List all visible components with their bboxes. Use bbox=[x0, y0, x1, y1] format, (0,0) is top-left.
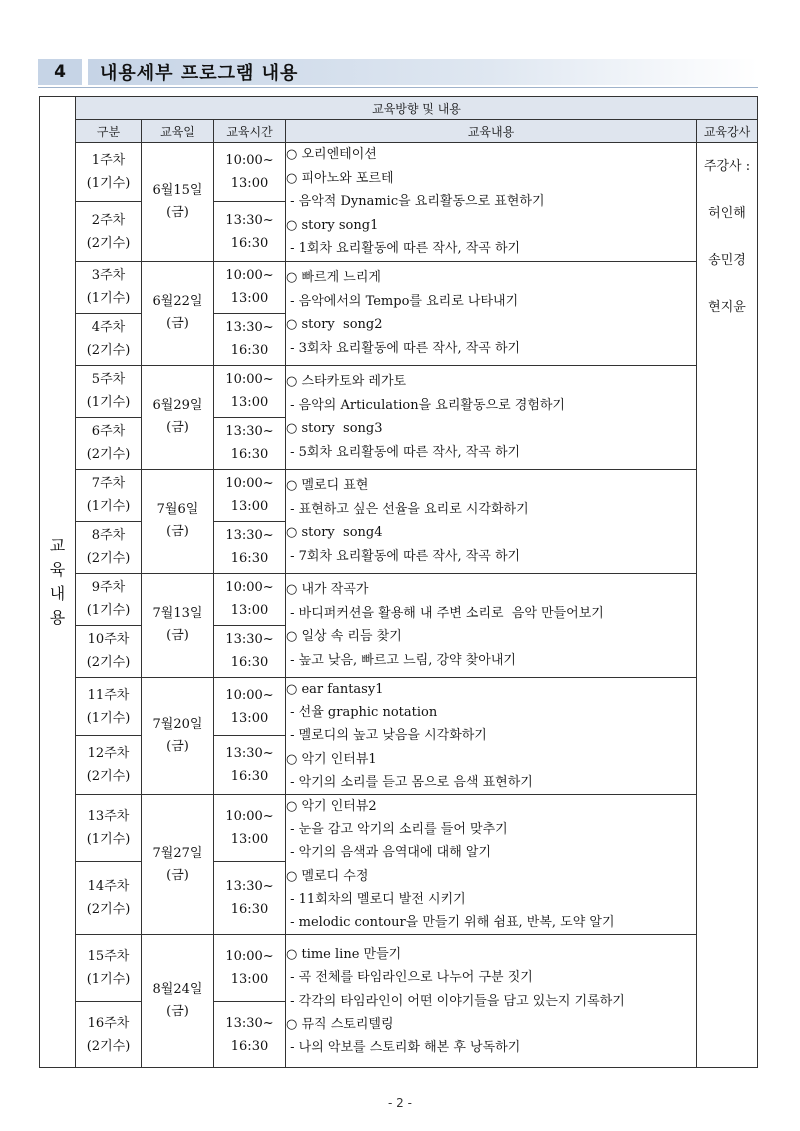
content-cell bbox=[286, 469, 697, 573]
week-cell bbox=[76, 1002, 142, 1068]
content-line: ○ story song1 bbox=[286, 217, 379, 233]
week-label: 3주차 bbox=[91, 268, 126, 284]
time-label: 10:00~ bbox=[225, 153, 274, 169]
date-cell bbox=[142, 365, 214, 469]
table-row bbox=[40, 573, 758, 625]
week-label: (1기수) bbox=[86, 972, 131, 988]
date-label: 6월29일 bbox=[152, 398, 203, 414]
time-label: 10:00~ bbox=[225, 949, 274, 965]
week-label: 9주차 bbox=[91, 580, 126, 596]
content-line: - 음악에서의 Tempo를 요리로 나타내기 bbox=[286, 293, 519, 309]
time-cell bbox=[214, 794, 286, 861]
time-label: 13:00 bbox=[230, 603, 269, 619]
week-label: (2기수) bbox=[86, 769, 131, 785]
date-label: 7월27일 bbox=[152, 845, 203, 861]
week-label: 7주차 bbox=[91, 476, 126, 492]
content-line: - 11회차의 멜로디 발전 시키기 bbox=[286, 891, 466, 907]
week-label: (2기수) bbox=[86, 655, 131, 671]
date-label: 6월15일 bbox=[152, 182, 203, 198]
date-label: 7월13일 bbox=[152, 606, 203, 622]
content-line: - 눈을 감고 악기의 소리를 들어 맞추기 bbox=[286, 822, 508, 838]
week-cell bbox=[76, 677, 142, 736]
week-label: 14주차 bbox=[87, 879, 130, 895]
date-label: (금) bbox=[166, 1004, 189, 1020]
content-line: - melodic contour을 만들기 위해 쉼표, 반복, 도약 알기 bbox=[286, 915, 615, 930]
side-label-char: 내 bbox=[49, 584, 66, 604]
time-label: 13:30~ bbox=[225, 212, 274, 228]
time-cell bbox=[214, 1002, 286, 1068]
content-line: ○ 일상 속 리듬 찾기 bbox=[286, 629, 402, 645]
content-line: - 멜로디의 높고 낮음을 시각화하기 bbox=[286, 728, 487, 744]
week-cell bbox=[76, 736, 142, 795]
content-cell bbox=[286, 143, 697, 262]
content-line: - 1회차 요리활동에 따른 작사, 작곡 하기 bbox=[286, 241, 521, 257]
time-cell bbox=[214, 202, 286, 261]
content-line: - 선율 graphic notation bbox=[286, 705, 438, 721]
page-number: - 2 - bbox=[388, 1096, 412, 1110]
col-header-week: 구분 bbox=[76, 120, 142, 143]
content-line: ○ 피아노와 포르테 bbox=[286, 170, 394, 186]
content-line: - 음악의 Articulation을 요리활동으로 경험하기 bbox=[286, 397, 565, 413]
section-number: 4 bbox=[38, 59, 82, 85]
week-label: (2기수) bbox=[86, 1038, 131, 1054]
week-label: 2주차 bbox=[91, 212, 126, 228]
content-line: - 7회차 요리활동에 따른 작사, 작곡 하기 bbox=[286, 549, 521, 565]
content-line: ○ ear fantasy1 bbox=[286, 681, 384, 697]
content-line: - 나의 악보를 스토리화 해본 후 낭독하기 bbox=[286, 1040, 521, 1055]
week-label: (1기수) bbox=[86, 710, 131, 726]
time-cell bbox=[214, 677, 286, 736]
table-row bbox=[40, 677, 758, 736]
time-label: 16:30 bbox=[230, 551, 269, 567]
date-cell bbox=[142, 794, 214, 934]
time-label: 16:30 bbox=[230, 235, 269, 251]
time-label: 10:00~ bbox=[225, 809, 274, 824]
top-header: 교육방향 및 내용 bbox=[76, 97, 758, 120]
date-label: (금) bbox=[166, 316, 189, 332]
week-label: 5주차 bbox=[91, 372, 126, 388]
section-underline bbox=[38, 87, 758, 88]
date-cell bbox=[142, 935, 214, 1068]
time-label: 16:30 bbox=[230, 655, 269, 671]
week-label: (1기수) bbox=[86, 603, 131, 619]
date-label: 6월22일 bbox=[152, 294, 203, 310]
content-line: ○ 스타카토와 레가토 bbox=[286, 374, 407, 390]
time-label: 16:30 bbox=[230, 343, 269, 359]
table-row bbox=[40, 469, 758, 521]
side-label bbox=[40, 97, 76, 1068]
time-label: 13:00 bbox=[230, 972, 269, 988]
time-cell bbox=[214, 736, 286, 795]
week-cell bbox=[76, 625, 142, 677]
time-label: 13:00 bbox=[230, 710, 269, 726]
time-label: 16:30 bbox=[230, 447, 269, 463]
side-label-char: 용 bbox=[49, 608, 66, 628]
teacher-name: 허인해 bbox=[708, 206, 746, 221]
content-cell bbox=[286, 573, 697, 677]
time-label: 13:00 bbox=[230, 832, 269, 847]
week-cell bbox=[76, 202, 142, 261]
week-cell bbox=[76, 521, 142, 573]
side-label-char: 교 bbox=[49, 536, 66, 556]
time-label: 13:30~ bbox=[225, 1015, 274, 1031]
content-line: ○ 멜로디 수정 bbox=[286, 868, 369, 884]
time-label: 16:30 bbox=[230, 1038, 269, 1054]
content-line: - 곡 전체를 타임라인으로 나누어 구분 짓기 bbox=[286, 970, 533, 986]
teacher-name: 현지윤 bbox=[708, 300, 746, 315]
table-row bbox=[40, 143, 758, 202]
time-label: 13:00 bbox=[230, 395, 269, 411]
week-cell bbox=[76, 143, 142, 202]
content-line: ○ story song4 bbox=[286, 525, 383, 541]
content-line: ○ story song2 bbox=[286, 317, 383, 333]
col-header-date: 교육일 bbox=[142, 120, 214, 143]
section-title: 내용세부 프로그램 내용 bbox=[88, 59, 758, 85]
content-line: ○ 빠르게 느리게 bbox=[286, 270, 381, 286]
week-label: 15주차 bbox=[87, 949, 130, 965]
time-label: 10:00~ bbox=[225, 268, 274, 284]
week-label: 6주차 bbox=[91, 424, 126, 440]
time-cell bbox=[214, 261, 286, 313]
week-label: (1기수) bbox=[86, 176, 131, 192]
teacher-name: 송민경 bbox=[708, 253, 746, 268]
content-line: - 3회차 요리활동에 따른 작사, 작곡 하기 bbox=[286, 341, 521, 357]
week-label: 16주차 bbox=[87, 1015, 130, 1031]
week-label: 8주차 bbox=[91, 528, 126, 544]
week-label: (2기수) bbox=[86, 551, 131, 567]
date-label: (금) bbox=[166, 867, 189, 883]
week-label: (1기수) bbox=[86, 395, 131, 411]
content-line: ○ time line 만들기 bbox=[286, 947, 402, 963]
content-cell bbox=[286, 935, 697, 1068]
content-cell bbox=[286, 677, 697, 794]
week-cell bbox=[76, 469, 142, 521]
content-cell bbox=[286, 261, 697, 365]
date-cell bbox=[142, 677, 214, 794]
time-cell bbox=[214, 862, 286, 935]
program-table bbox=[39, 96, 758, 1068]
section-header bbox=[38, 59, 758, 85]
content-cell bbox=[286, 794, 697, 934]
date-label: 7월20일 bbox=[152, 716, 203, 732]
week-cell bbox=[76, 862, 142, 935]
week-label: 10주차 bbox=[87, 632, 130, 648]
teacher-cell bbox=[697, 143, 758, 1068]
date-cell bbox=[142, 143, 214, 262]
content-line: - 악기의 음색과 음역대에 대해 알기 bbox=[286, 845, 491, 861]
time-label: 13:30~ bbox=[225, 424, 274, 440]
time-label: 13:00 bbox=[230, 176, 269, 192]
date-label: (금) bbox=[166, 628, 189, 644]
time-label: 10:00~ bbox=[225, 372, 274, 388]
week-label: (2기수) bbox=[86, 343, 131, 359]
teacher-name: 주강사 : bbox=[703, 159, 751, 174]
header-row-top bbox=[40, 97, 758, 120]
time-cell bbox=[214, 573, 286, 625]
time-cell bbox=[214, 365, 286, 417]
time-label: 10:00~ bbox=[225, 580, 274, 596]
content-line: - 표현하고 싶은 선율을 요리로 시각화하기 bbox=[286, 501, 529, 517]
content-line: ○ 뮤직 스토리텔링 bbox=[286, 1016, 394, 1032]
time-label: 13:30~ bbox=[225, 879, 274, 895]
content-line: - 음악적 Dynamic을 요리활동으로 표현하기 bbox=[286, 194, 545, 210]
week-label: (1기수) bbox=[86, 291, 131, 307]
date-label: (금) bbox=[166, 420, 189, 436]
table-row bbox=[40, 794, 758, 861]
week-cell bbox=[76, 417, 142, 469]
col-header-teacher: 교육강사 bbox=[697, 120, 758, 143]
content-line: ○ story song3 bbox=[286, 421, 383, 437]
time-cell bbox=[214, 935, 286, 1002]
time-cell bbox=[214, 469, 286, 521]
week-label: 1주차 bbox=[91, 153, 126, 169]
content-line: - 높고 낮음, 빠르고 느림, 강약 찾아내기 bbox=[286, 653, 516, 669]
content-line: - 5회차 요리활동에 따른 작사, 작곡 하기 bbox=[286, 445, 521, 461]
date-label: (금) bbox=[166, 738, 189, 754]
content-cell bbox=[286, 365, 697, 469]
table-row bbox=[40, 261, 758, 313]
date-label: 7월6일 bbox=[156, 502, 199, 518]
week-cell bbox=[76, 365, 142, 417]
time-cell bbox=[214, 521, 286, 573]
week-label: 11주차 bbox=[87, 687, 130, 703]
week-cell bbox=[76, 794, 142, 861]
content-line: ○ 오리엔테이션 bbox=[286, 147, 377, 162]
time-label: 13:30~ bbox=[225, 320, 274, 336]
date-cell bbox=[142, 469, 214, 573]
table-row bbox=[40, 935, 758, 1002]
content-line: - 바디퍼커션을 활용해 내 주변 소리로 음악 만들어보기 bbox=[286, 605, 604, 621]
week-label: 12주차 bbox=[87, 746, 130, 762]
col-header-content: 교육내용 bbox=[286, 120, 697, 143]
date-cell bbox=[142, 261, 214, 365]
side-label-char: 육 bbox=[49, 560, 66, 580]
week-label: (1기수) bbox=[86, 499, 131, 515]
week-label: 13주차 bbox=[87, 809, 130, 824]
time-label: 13:00 bbox=[230, 499, 269, 515]
time-label: 13:00 bbox=[230, 291, 269, 307]
week-cell bbox=[76, 573, 142, 625]
time-cell bbox=[214, 143, 286, 202]
time-cell bbox=[214, 625, 286, 677]
time-label: 10:00~ bbox=[225, 476, 274, 492]
content-line: ○ 내가 작곡가 bbox=[286, 582, 369, 598]
week-label: (2기수) bbox=[86, 447, 131, 463]
week-cell bbox=[76, 261, 142, 313]
date-cell bbox=[142, 573, 214, 677]
time-label: 13:30~ bbox=[225, 528, 274, 544]
date-label: (금) bbox=[166, 204, 189, 220]
week-label: (1기수) bbox=[86, 832, 131, 847]
week-label: (2기수) bbox=[86, 902, 131, 918]
content-line: - 악기의 소리를 듣고 몸으로 음색 표현하기 bbox=[286, 774, 533, 790]
time-label: 10:00~ bbox=[225, 687, 274, 703]
content-line: ○ 악기 인터뷰1 bbox=[286, 751, 377, 767]
time-cell bbox=[214, 313, 286, 365]
content-line: ○ 멜로디 표현 bbox=[286, 478, 369, 494]
table-row bbox=[40, 365, 758, 417]
week-label: 4주차 bbox=[91, 320, 126, 336]
week-label: (2기수) bbox=[86, 235, 131, 251]
time-label: 13:30~ bbox=[225, 746, 274, 762]
col-header-time: 교육시간 bbox=[214, 120, 286, 143]
date-label: 8월24일 bbox=[152, 982, 203, 998]
content-line: - 각각의 타임라인이 어떤 이야기들을 담고 있는지 기록하기 bbox=[286, 993, 625, 1009]
week-cell bbox=[76, 935, 142, 1002]
time-label: 13:30~ bbox=[225, 632, 274, 648]
header-row-columns bbox=[40, 120, 758, 143]
content-line: ○ 악기 인터뷰2 bbox=[286, 798, 377, 814]
time-cell bbox=[214, 417, 286, 469]
time-label: 16:30 bbox=[230, 769, 269, 785]
time-label: 16:30 bbox=[230, 902, 269, 918]
date-label: (금) bbox=[166, 524, 189, 540]
week-cell bbox=[76, 313, 142, 365]
